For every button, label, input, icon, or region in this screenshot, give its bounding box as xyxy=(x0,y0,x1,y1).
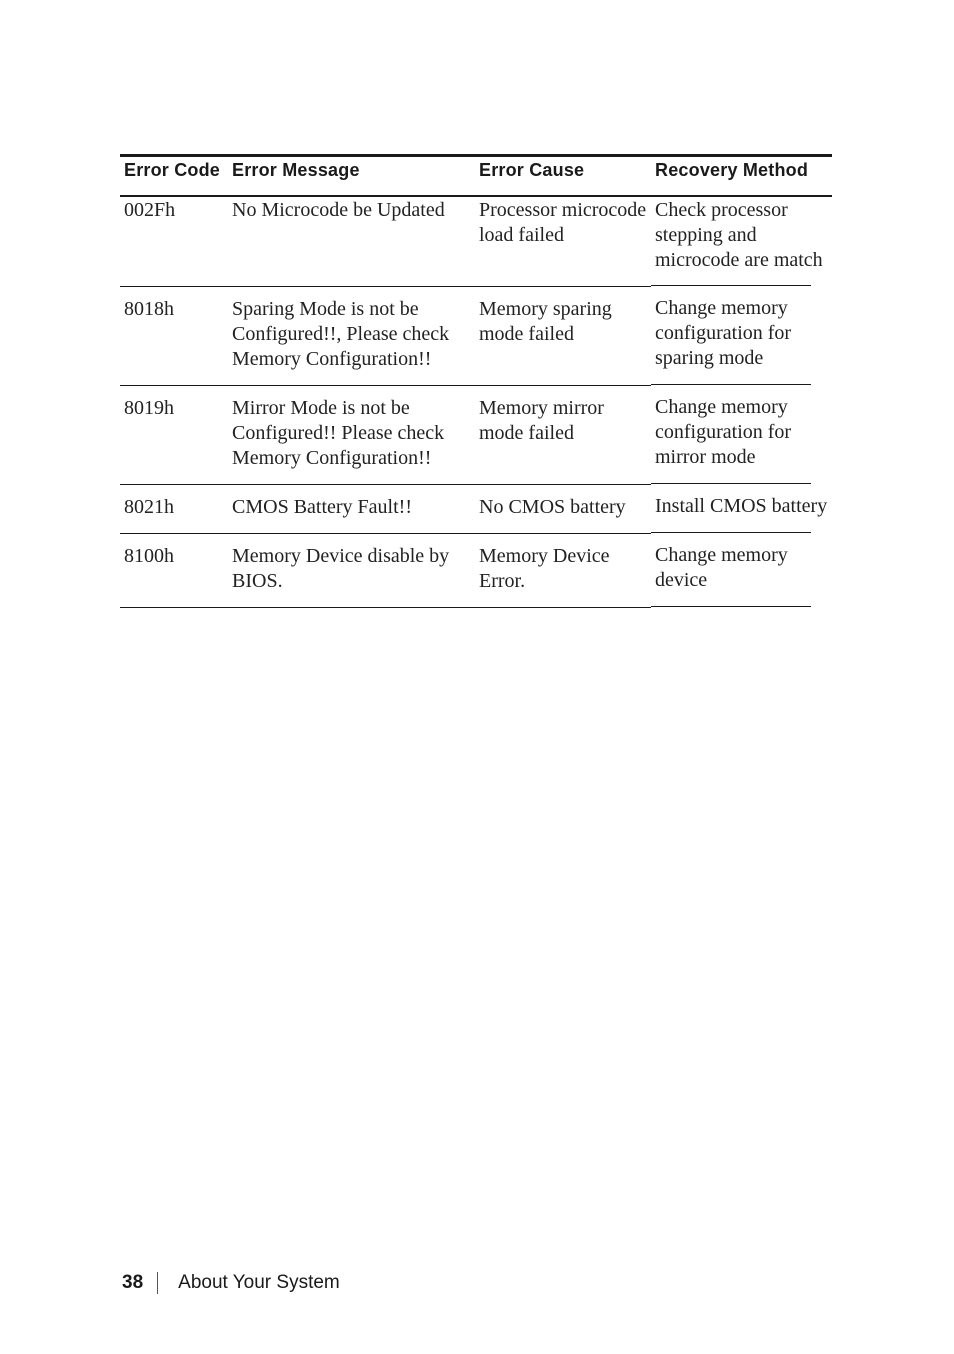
page-footer xyxy=(122,1272,340,1294)
cell-error-code: 8019h xyxy=(120,385,228,484)
cell-error-cause: No CMOS battery xyxy=(475,484,651,533)
header-error-cause: Error Cause xyxy=(475,156,651,197)
cell-error-code: 8018h xyxy=(120,286,228,385)
cell-recovery-method: Install CMOS battery xyxy=(651,484,832,533)
cell-error-message: No Microcode be Updated xyxy=(228,196,475,286)
cell-error-code: 002Fh xyxy=(120,196,228,286)
table-row xyxy=(120,385,832,484)
header-row xyxy=(120,156,832,197)
table-header xyxy=(120,156,832,197)
cell-error-message: Mirror Mode is not be Configured!! Please check Memory Configuration!! xyxy=(228,385,475,484)
cell-recovery-method: Change memory configuration for mirror mode xyxy=(651,385,832,484)
header-recovery-method: Recovery Method xyxy=(651,156,832,197)
cell-error-cause: Processor microcode load failed xyxy=(475,196,651,286)
table-row xyxy=(120,533,832,607)
footer-divider xyxy=(157,1272,158,1294)
cell-error-cause: Memory sparing mode failed xyxy=(475,286,651,385)
error-code-table xyxy=(120,154,832,608)
table-row xyxy=(120,286,832,385)
cell-error-message: Memory Device disable by BIOS. xyxy=(228,533,475,607)
cell-error-cause: Memory mirror mode failed xyxy=(475,385,651,484)
cell-error-message: CMOS Battery Fault!! xyxy=(228,484,475,533)
cell-error-cause: Memory Device Error. xyxy=(475,533,651,607)
cell-recovery-method: Change memory device xyxy=(651,533,832,607)
cell-error-message: Sparing Mode is not be Configured!!, Please check Memory Configuration!! xyxy=(228,286,475,385)
table-row xyxy=(120,484,832,533)
cell-recovery-method: Change memory configuration for sparing mode xyxy=(651,286,832,385)
section-title: About Your System xyxy=(178,1272,340,1293)
header-error-message: Error Message xyxy=(228,156,475,197)
header-error-code: Error Code xyxy=(120,156,228,197)
table-body xyxy=(120,196,832,607)
cell-recovery-method: Check processor stepping and microcode are match xyxy=(651,196,832,286)
cell-error-code: 8100h xyxy=(120,533,228,607)
page-number: 38 xyxy=(122,1272,144,1293)
cell-error-code: 8021h xyxy=(120,484,228,533)
table-row xyxy=(120,196,832,286)
